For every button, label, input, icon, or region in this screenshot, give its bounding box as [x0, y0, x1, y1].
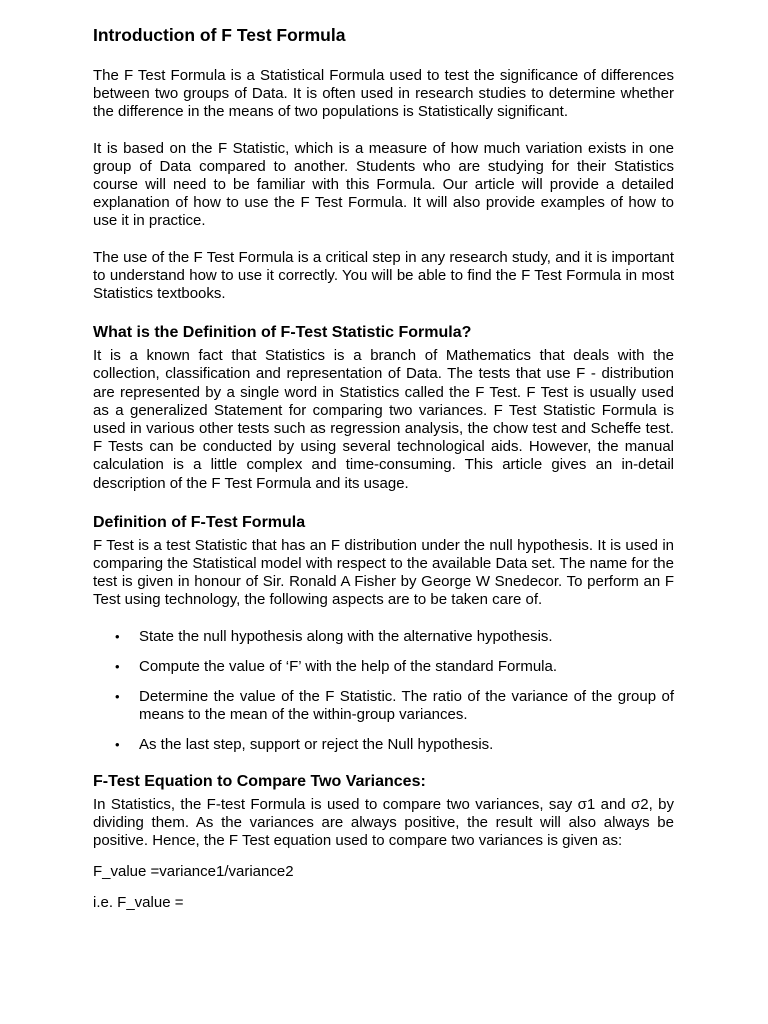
- bullet-icon: •: [115, 737, 120, 753]
- equation-paragraph: In Statistics, the F-test Formula is used to compare two variances, say σ1 and σ2, by dividing them. As the variances are always positive, the result will also always be positive. Hence, the F Test equation used to compare two variances is given as:: [93, 795, 674, 850]
- section-heading-equation: F-Test Equation to Compare Two Variances:: [93, 772, 426, 790]
- statistic-definition-paragraph: It is a known fact that Statistics is a branch of Mathematics that deals with the collection, classification and representation of Data. The tests that use F - distribution are represented by a single word in Statistics called the F Test. F Test is usually used as a generalized Statement for comparing two variances. F Test Statistic Formula is used in various other tests such as regression analysis, the chow test and Scheffe test. F Tests can be conducted by using several technological aids. However, the manual calculation is a little complex and time-consuming. This article gives an in-detail description of the F Test Formula and its usage.: [93, 347, 674, 492]
- bullet-icon: •: [115, 628, 120, 644]
- list-item-text: Determine the value of the F Statistic. The ratio of the variance of the group of means to the mean of the within-group variances.: [139, 688, 674, 724]
- list-item-text: Compute the value of ‘F’ with the help of the standard Formula.: [139, 657, 558, 675]
- list-item-text: State the null hypothesis along with the alternative hypothesis.: [139, 627, 553, 645]
- document-page: [93, 22, 674, 925]
- intro-paragraph-2: It is based on the F Statistic, which is a measure of how much variation exists in one group of Data compared to another. Students who are studying for their Statistics course will need to be familiar with this Formula. Our article will provide a detailed explanation of how to use the F Test Formula. It will also provide examples of how to use it in practice.: [93, 139, 674, 230]
- list-item: [93, 658, 674, 676]
- list-item-text: As the last step, support or reject the Null hypothesis.: [139, 736, 494, 754]
- section-heading-formula-definition: Definition of F-Test Formula: [93, 513, 306, 531]
- bullet-icon: •: [115, 658, 120, 674]
- formula-line: F_value =variance1/variance2: [93, 863, 294, 881]
- page-title: Introduction of F Test Formula: [93, 25, 346, 45]
- intro-paragraph-3: The use of the F Test Formula is a critical step in any research study, and it is important to understand how to use it correctly. You will be able to find the F Test Formula in most Statistics textbooks.: [93, 248, 674, 303]
- list-item: [93, 628, 674, 646]
- list-item: [93, 736, 674, 754]
- steps-list: [93, 628, 674, 755]
- list-item: [93, 688, 674, 724]
- formula-definition-paragraph: F Test is a test Statistic that has an F distribution under the null hypothesis. It is used in comparing the Statistical model with respect to the available Data set. The name for the test is given in honour of Sir. Ronald A Fisher by George W Snedecor. To perform an F Test using technology, the following aspects are to be taken care of.: [93, 536, 674, 609]
- formula-ie-line: i.e. F_value =: [93, 894, 184, 912]
- bullet-icon: •: [115, 689, 120, 705]
- section-heading-statistic-definition: What is the Definition of F-Test Statistic Formula?: [93, 324, 472, 342]
- intro-paragraph-1: The F Test Formula is a Statistical Formula used to test the significance of differences between two groups of Data. It is often used in research studies to determine whether the difference in the means of two populations is Statistically significant.: [93, 67, 674, 121]
